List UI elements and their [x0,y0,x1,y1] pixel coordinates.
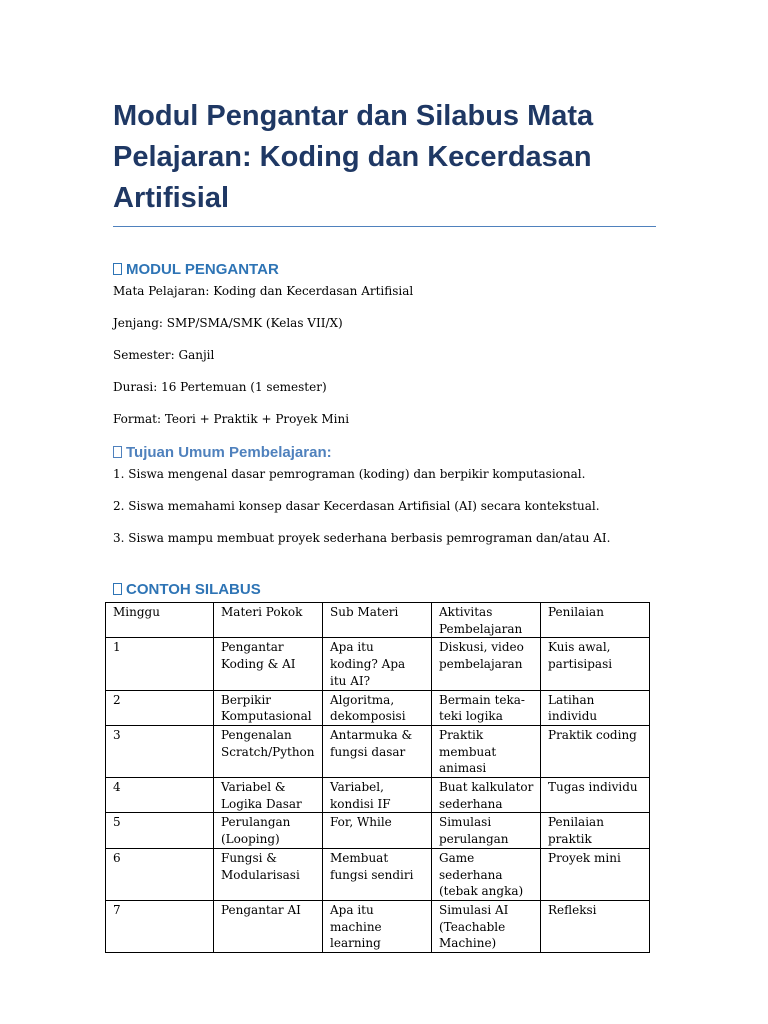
modul-line-format: Format: Teori + Praktik + Proyek Mini [113,412,350,426]
table-cell: Apa itu machine learning [323,900,432,952]
table-cell: 6 [106,848,214,900]
table-header-cell: Penilaian [541,603,650,638]
tujuan-item-1: 1. Siswa mengenal dasar pemrograman (koding) dan berpikir komputasional. [113,467,586,481]
table-header-row [106,603,650,638]
table-cell: 4 [106,778,214,813]
table-row [106,690,650,725]
modul-line-mata-pelajaran: Mata Pelajaran: Koding dan Kecerdasan Artifisial [113,284,414,298]
section-heading-silabus-text: CONTOH SILABUS [126,581,261,598]
table-cell: 1 [106,638,214,690]
table-cell: 7 [106,900,214,952]
modul-line-jenjang: Jenjang: SMP/SMA/SMK (Kelas VII/X) [113,316,343,330]
table-cell: Berpikir Komputasional [214,690,323,725]
section-heading-modul [113,261,656,279]
table-cell: For, While [323,813,432,848]
table-cell: Buat kalkulator sederhana [432,778,541,813]
document-title: Modul Pengantar dan Silabus Mata Pelajaran: Koding dan Kecerdasan Artifisial [113,96,656,227]
table-cell: Apa itu koding? Apa itu AI? [323,638,432,690]
table-cell: Tugas individu [541,778,650,813]
table-cell: Algoritma, dekomposisi [323,690,432,725]
table-row [106,900,650,952]
tujuan-item-2: 2. Siswa memahami konsep dasar Kecerdasan Artifisial (AI) secara kontekstual. [113,499,600,513]
section-heading-tujuan-text: Tujuan Umum Pembelajaran: [126,444,332,461]
table-row [106,638,650,690]
target-icon [113,446,122,458]
modul-line-semester: Semester: Ganjil [113,348,215,362]
table-cell: Membuat fungsi sendiri [323,848,432,900]
table-cell: Diskusi, video pembelajaran [432,638,541,690]
book-icon [113,263,122,275]
table-cell: Bermain teka-teki logika [432,690,541,725]
table-cell: Praktik coding [541,725,650,777]
table-cell: Pengantar Koding & AI [214,638,323,690]
table-cell: Game sederhana (tebak angka) [432,848,541,900]
table-cell: Perulangan (Looping) [214,813,323,848]
table-cell: Variabel & Logika Dasar [214,778,323,813]
table-cell: Kuis awal, partisipasi [541,638,650,690]
table-header-cell: Materi Pokok [214,603,323,638]
section-heading-silabus [113,581,656,599]
table-cell: Penilaian praktik [541,813,650,848]
document-page [113,96,656,599]
table-row [106,848,650,900]
table-cell: Variabel, kondisi IF [323,778,432,813]
table-cell: 5 [106,813,214,848]
table-cell: Proyek mini [541,848,650,900]
table-cell: Refleksi [541,900,650,952]
table-cell: Simulasi AI (Teachable Machine) [432,900,541,952]
table-cell: 2 [106,690,214,725]
table-header-cell: Aktivitas Pembelajaran [432,603,541,638]
table-row [106,813,650,848]
table-cell: Simulasi perulangan [432,813,541,848]
section-heading-modul-text: MODUL PENGANTAR [126,261,279,278]
table-header-cell: Sub Materi [323,603,432,638]
tujuan-item-3: 3. Siswa mampu membuat proyek sederhana berbasis pemrograman dan/atau AI. [113,531,611,545]
table-cell: Latihan individu [541,690,650,725]
table-header-cell: Minggu [106,603,214,638]
table-cell: Praktik membuat animasi [432,725,541,777]
table-cell: Pengenalan Scratch/Python [214,725,323,777]
table-row [106,778,650,813]
section-heading-tujuan [113,444,656,462]
calendar-icon [113,583,122,595]
table-cell: Pengantar AI [214,900,323,952]
table-cell: Antarmuka & fungsi dasar [323,725,432,777]
table-row [106,725,650,777]
modul-line-durasi: Durasi: 16 Pertemuan (1 semester) [113,380,327,394]
table-cell: Fungsi & Modularisasi [214,848,323,900]
table-cell: 3 [106,725,214,777]
silabus-table [105,602,650,953]
